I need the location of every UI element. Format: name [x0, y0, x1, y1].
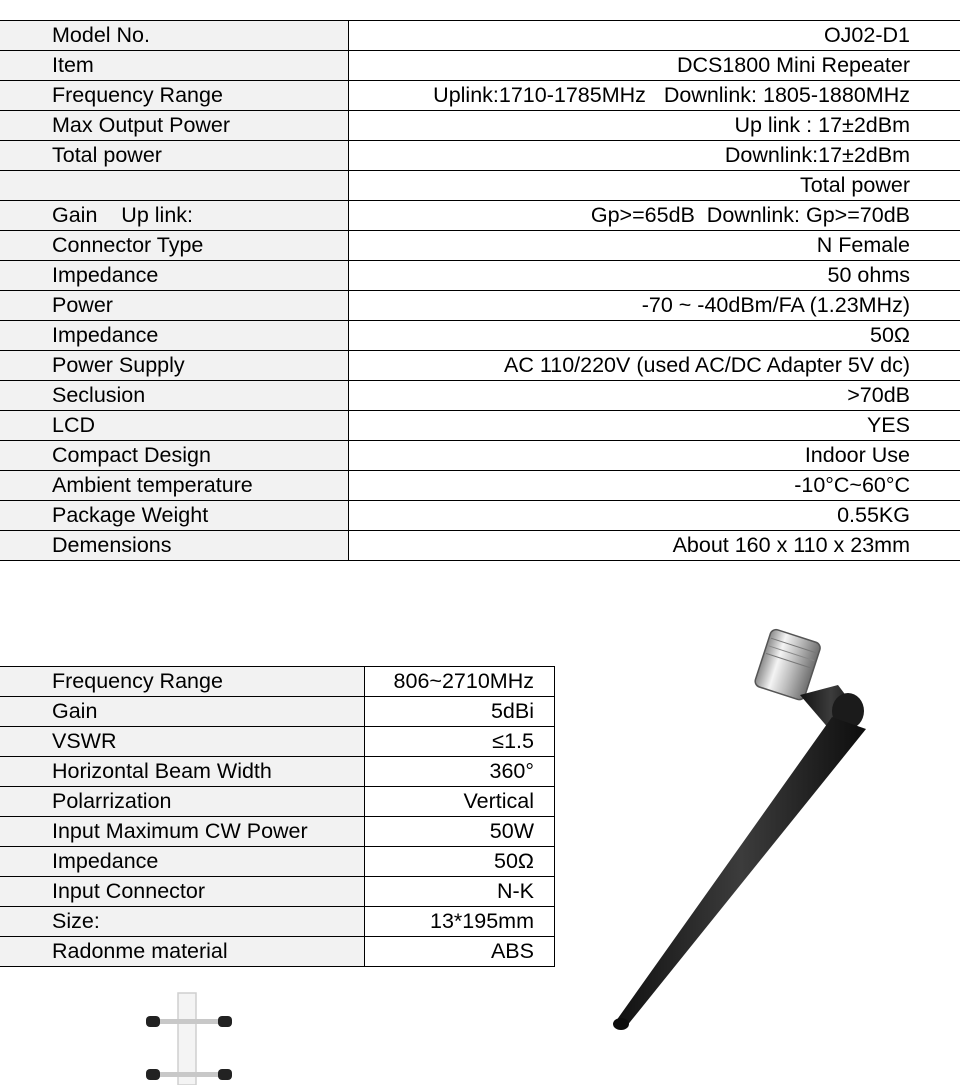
spec-value: Indoor Use	[349, 441, 960, 471]
table-row	[0, 141, 960, 171]
spec-value: N Female	[349, 231, 960, 261]
spec-label: Frequency Range	[0, 667, 365, 697]
spec-value: >70dB	[349, 381, 960, 411]
spec-label: Horizontal Beam Width	[0, 757, 365, 787]
spec-label: Radonme material	[0, 937, 365, 967]
spec-value: 50W	[365, 817, 555, 847]
table-row	[0, 877, 555, 907]
spec-label: Model No.	[0, 21, 349, 51]
spec-value: DCS1800 Mini Repeater	[349, 51, 960, 81]
spec-label: Size:	[0, 907, 365, 937]
spec-value: ≤1.5	[365, 727, 555, 757]
table-row	[0, 531, 960, 561]
table-row	[0, 171, 960, 201]
spec-value: 5dBi	[365, 697, 555, 727]
spec-label: Impedance	[0, 847, 365, 877]
spec-value: 13*195mm	[365, 907, 555, 937]
spec-value: -10°C~60°C	[349, 471, 960, 501]
spec-value: Gp>=65dB Downlink: Gp>=70dB	[349, 201, 960, 231]
table-row	[0, 321, 960, 351]
table-row	[0, 907, 555, 937]
spec-value: Total power	[349, 171, 960, 201]
spec-value: 50 ohms	[349, 261, 960, 291]
spec-value: AC 110/220V (used AC/DC Adapter 5V dc)	[349, 351, 960, 381]
spec-label: Demensions	[0, 531, 349, 561]
table-row	[0, 667, 555, 697]
spec-value: 806~2710MHz	[365, 667, 555, 697]
spec-label	[0, 171, 349, 201]
table-row	[0, 411, 960, 441]
spec-label: Connector Type	[0, 231, 349, 261]
spec-value: ABS	[365, 937, 555, 967]
spec-label: Power	[0, 291, 349, 321]
table-row	[0, 261, 960, 291]
spec-label: VSWR	[0, 727, 365, 757]
spec-value: YES	[349, 411, 960, 441]
table-row	[0, 937, 555, 967]
spec-value: N-K	[365, 877, 555, 907]
table-row	[0, 787, 555, 817]
spec-value: Uplink:1710-1785MHz Downlink: 1805-1880MHz	[349, 81, 960, 111]
spec-label: Max Output Power	[0, 111, 349, 141]
spec-label: Impedance	[0, 261, 349, 291]
spec-value: Up link : 17±2dBm	[349, 111, 960, 141]
spec-label: Item	[0, 51, 349, 81]
spec-label: LCD	[0, 411, 349, 441]
table-row	[0, 81, 960, 111]
table-row	[0, 111, 960, 141]
rubber-duck-antenna-icon	[600, 625, 900, 1045]
table-row	[0, 817, 555, 847]
spec-label: Impedance	[0, 321, 349, 351]
spec-value: Vertical	[365, 787, 555, 817]
antenna-spec-table	[0, 666, 555, 967]
spec-value: -70 ~ -40dBm/FA (1.23MHz)	[349, 291, 960, 321]
spec-value: 0.55KG	[349, 501, 960, 531]
table-row	[0, 847, 555, 877]
table-row	[0, 501, 960, 531]
table-row	[0, 201, 960, 231]
table-row	[0, 291, 960, 321]
spec-label: Gain Up link:	[0, 201, 349, 231]
spec-label: Gain	[0, 697, 365, 727]
spec-value: OJ02-D1	[349, 21, 960, 51]
spec-value: Downlink:17±2dBm	[349, 141, 960, 171]
spec-label: Input Maximum CW Power	[0, 817, 365, 847]
spec-label: Power Supply	[0, 351, 349, 381]
table-row	[0, 441, 960, 471]
spec-label: Seclusion	[0, 381, 349, 411]
spec-value: 360°	[365, 757, 555, 787]
spec-value: 50Ω	[349, 321, 960, 351]
spec-label: Ambient temperature	[0, 471, 349, 501]
repeater-spec-table	[0, 20, 960, 561]
spec-value: 50Ω	[365, 847, 555, 877]
table-row	[0, 757, 555, 787]
spec-label: Package Weight	[0, 501, 349, 531]
table-row	[0, 471, 960, 501]
spec-label: Input Connector	[0, 877, 365, 907]
spec-label: Polarrization	[0, 787, 365, 817]
table-row	[0, 51, 960, 81]
table-row	[0, 231, 960, 261]
yagi-antenna-icon	[130, 985, 250, 1085]
spec-label: Total power	[0, 141, 349, 171]
table-row	[0, 727, 555, 757]
table-row	[0, 21, 960, 51]
table-row	[0, 697, 555, 727]
spec-label: Frequency Range	[0, 81, 349, 111]
table-row	[0, 351, 960, 381]
spec-value: About 160 x 110 x 23mm	[349, 531, 960, 561]
table-row	[0, 381, 960, 411]
spec-label: Compact Design	[0, 441, 349, 471]
